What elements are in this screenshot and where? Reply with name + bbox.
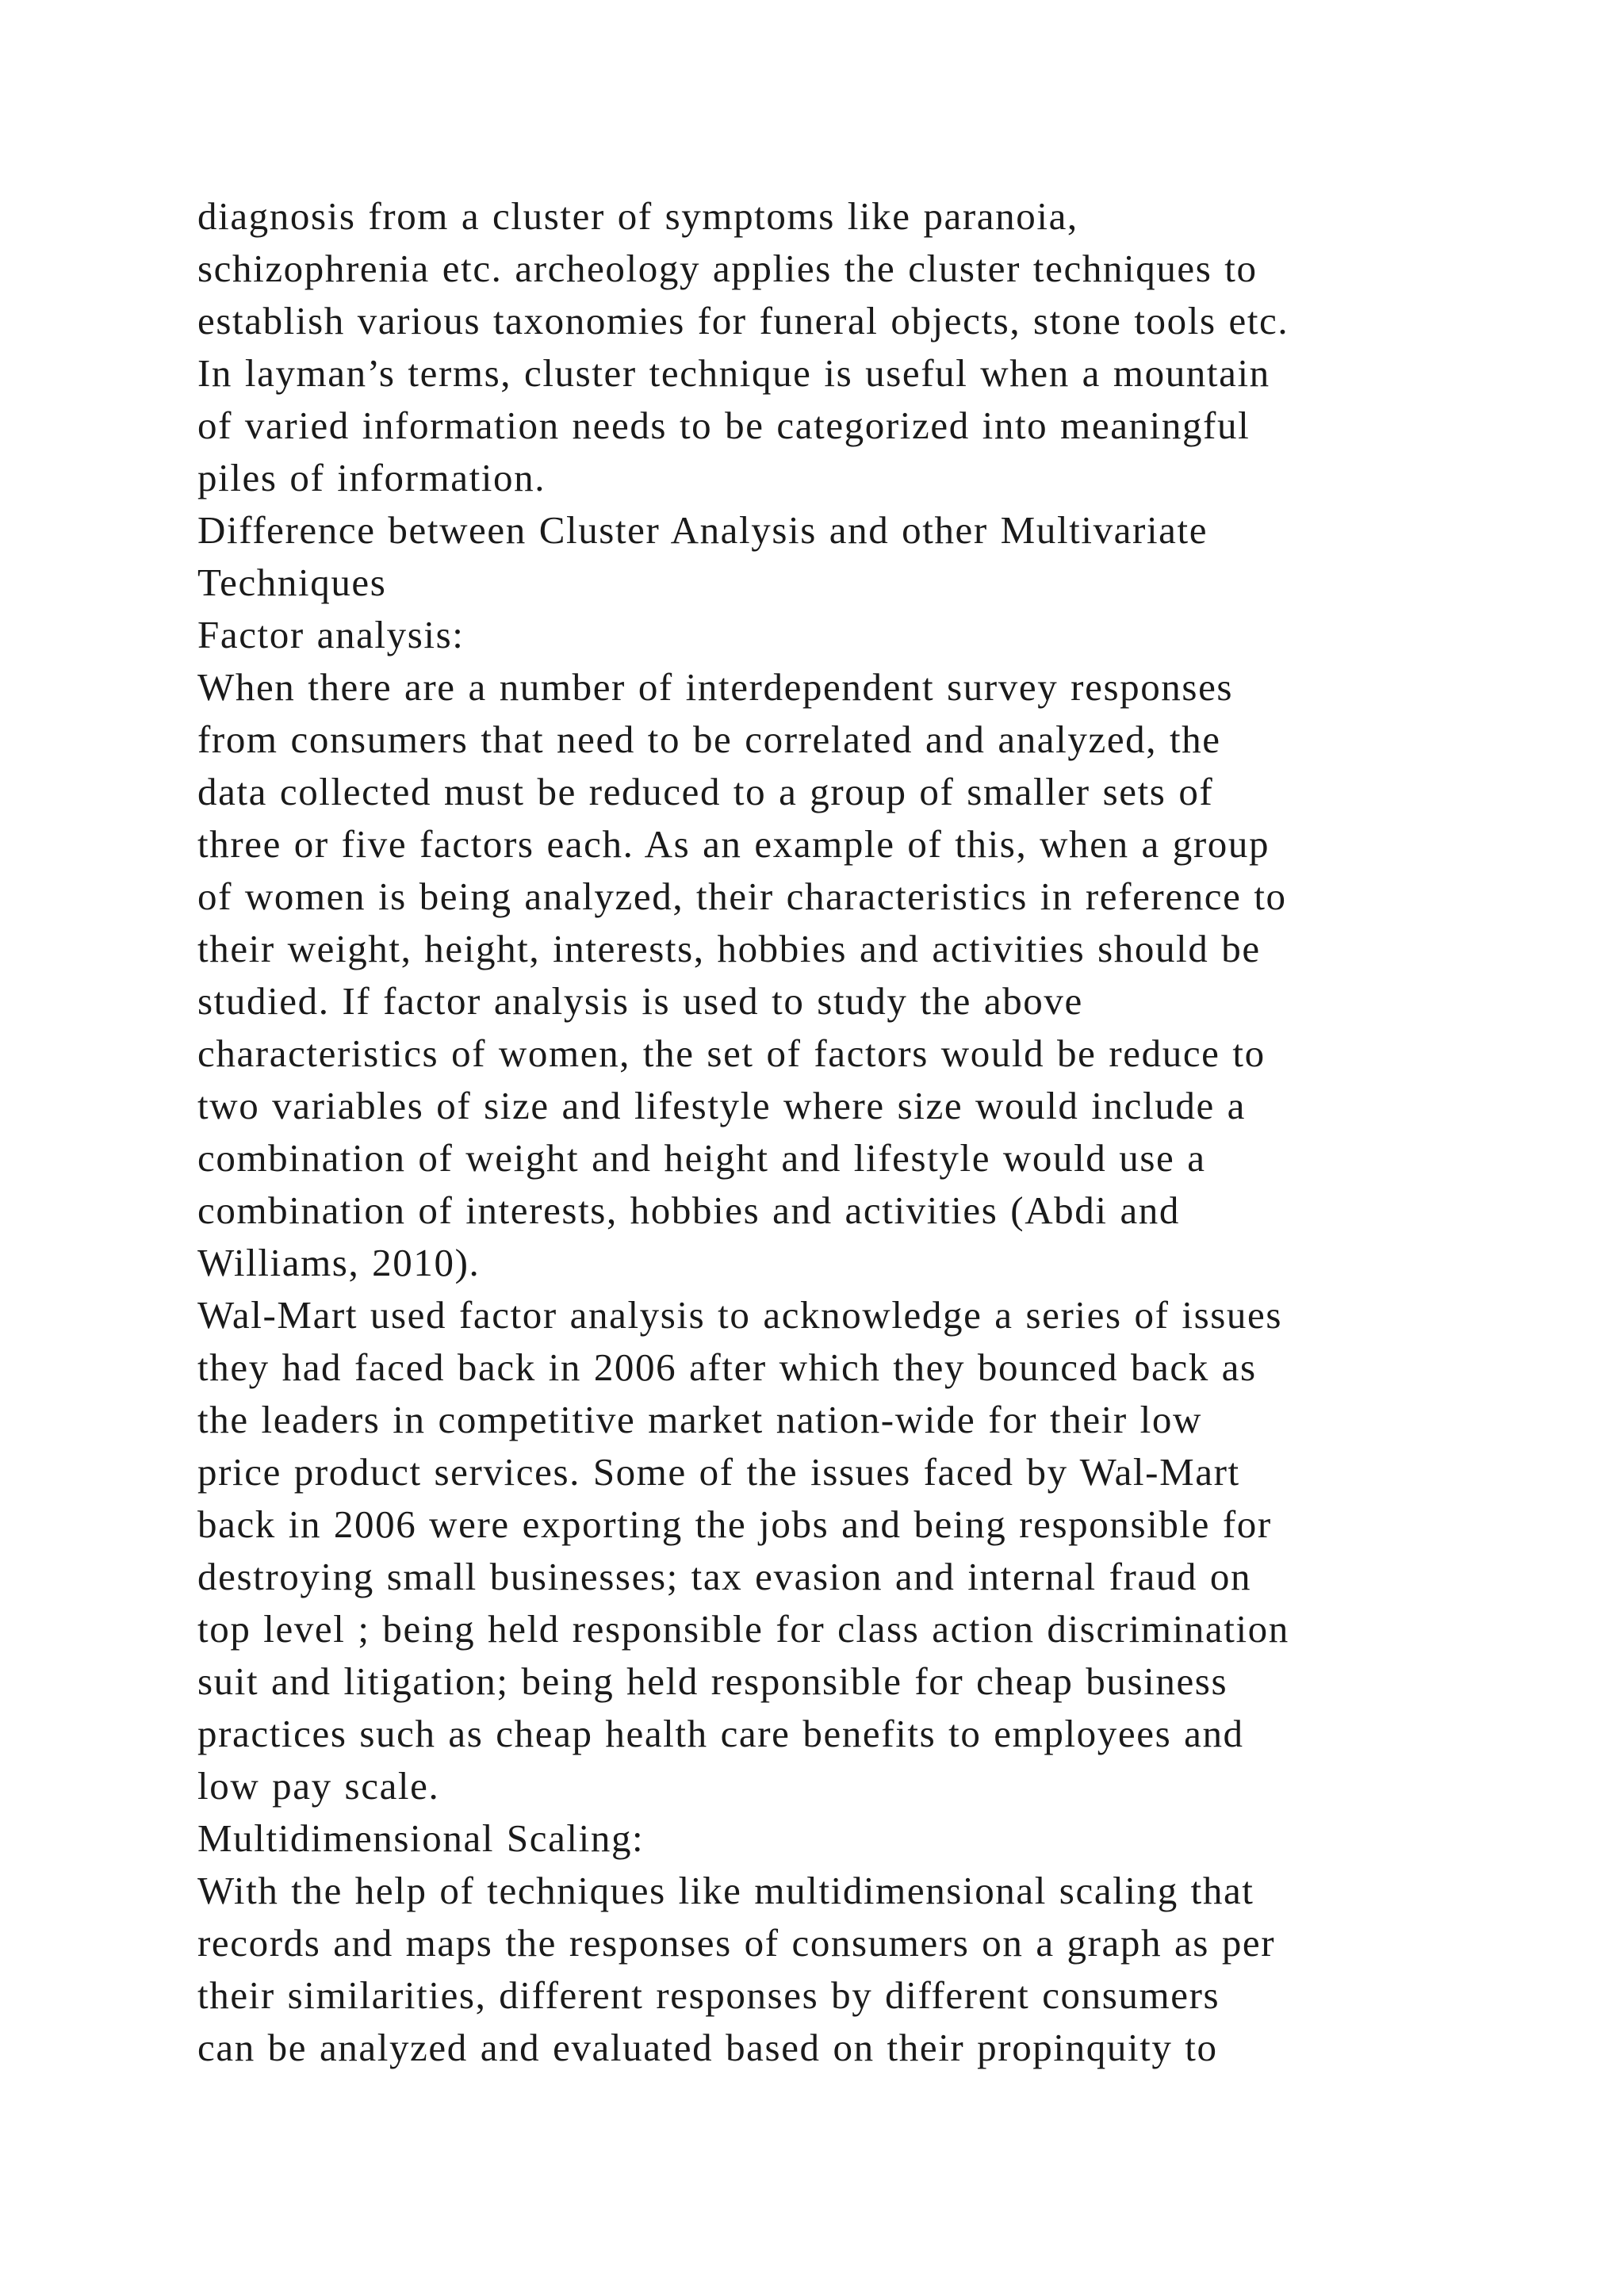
text-line: top level ; being held responsible for class action discrimination — [197, 1607, 1289, 1651]
subsection-heading: Multidimensional Scaling: — [197, 1816, 645, 1860]
text-line: from consumers that need to be correlated and analyzed, the — [197, 718, 1221, 761]
text-line: diagnosis from a cluster of symptoms like paranoia, — [197, 194, 1078, 238]
section-heading: Difference between Cluster Analysis and other Multivariate — [197, 508, 1208, 552]
text-line: of varied information needs to be categorized into meaningful — [197, 404, 1251, 447]
text-line: studied. If factor analysis is used to study the above — [197, 979, 1083, 1023]
text-line: With the help of techniques like multidimensional scaling that — [197, 1869, 1254, 1912]
text-line: low pay scale. — [197, 1764, 440, 1808]
text-line: When there are a number of interdependent survey responses — [197, 665, 1234, 709]
text-line: destroying small businesses; tax evasion and internal fraud on — [197, 1555, 1252, 1598]
subsection-heading: Factor analysis: — [197, 613, 465, 656]
text-line: piles of information. — [197, 456, 546, 499]
text-line: the leaders in competitive market nation-wide for their low — [197, 1398, 1202, 1441]
text-line: of women is being analyzed, their characteristics in reference to — [197, 874, 1287, 918]
text-line: they had faced back in 2006 after which they bounced back as — [197, 1345, 1257, 1389]
text-line: two variables of size and lifestyle where size would include a — [197, 1084, 1246, 1127]
text-line: three or five factors each. As an example of this, when a group — [197, 822, 1270, 866]
text-line: characteristics of women, the set of factors would be reduce to — [197, 1031, 1266, 1075]
text-line: schizophrenia etc. archeology applies the cluster techniques to — [197, 247, 1258, 290]
text-line: can be analyzed and evaluated based on their propinquity to — [197, 2026, 1218, 2069]
text-line: data collected must be reduced to a group of smaller sets of — [197, 770, 1214, 813]
text-line: practices such as cheap health care benefits to employees and — [197, 1712, 1244, 1755]
text-line: Williams, 2010). — [197, 1241, 481, 1284]
text-line: records and maps the responses of consumers on a graph as per — [197, 1921, 1276, 1965]
text-line: In layman’s terms, cluster technique is useful when a mountain — [197, 351, 1270, 395]
text-line: back in 2006 were exporting the jobs and being responsible for — [197, 1502, 1272, 1546]
text-line: establish various taxonomies for funeral objects, stone tools etc. — [197, 299, 1289, 342]
text-line: price product services. Some of the issues faced by Wal-Mart — [197, 1450, 1240, 1494]
body-text — [197, 190, 1482, 2074]
text-line: Wal-Mart used factor analysis to acknowledge a series of issues — [197, 1293, 1283, 1337]
text-line: combination of weight and height and lifestyle would use a — [197, 1136, 1206, 1180]
text-line: their weight, height, interests, hobbies and activities should be — [197, 927, 1261, 970]
text-line: combination of interests, hobbies and activities (Abdi and — [197, 1188, 1180, 1232]
section-heading: Techniques — [197, 561, 387, 604]
text-line: their similarities, different responses by different consumers — [197, 1973, 1220, 2017]
text-line: suit and litigation; being held responsible for cheap business — [197, 1659, 1228, 1703]
